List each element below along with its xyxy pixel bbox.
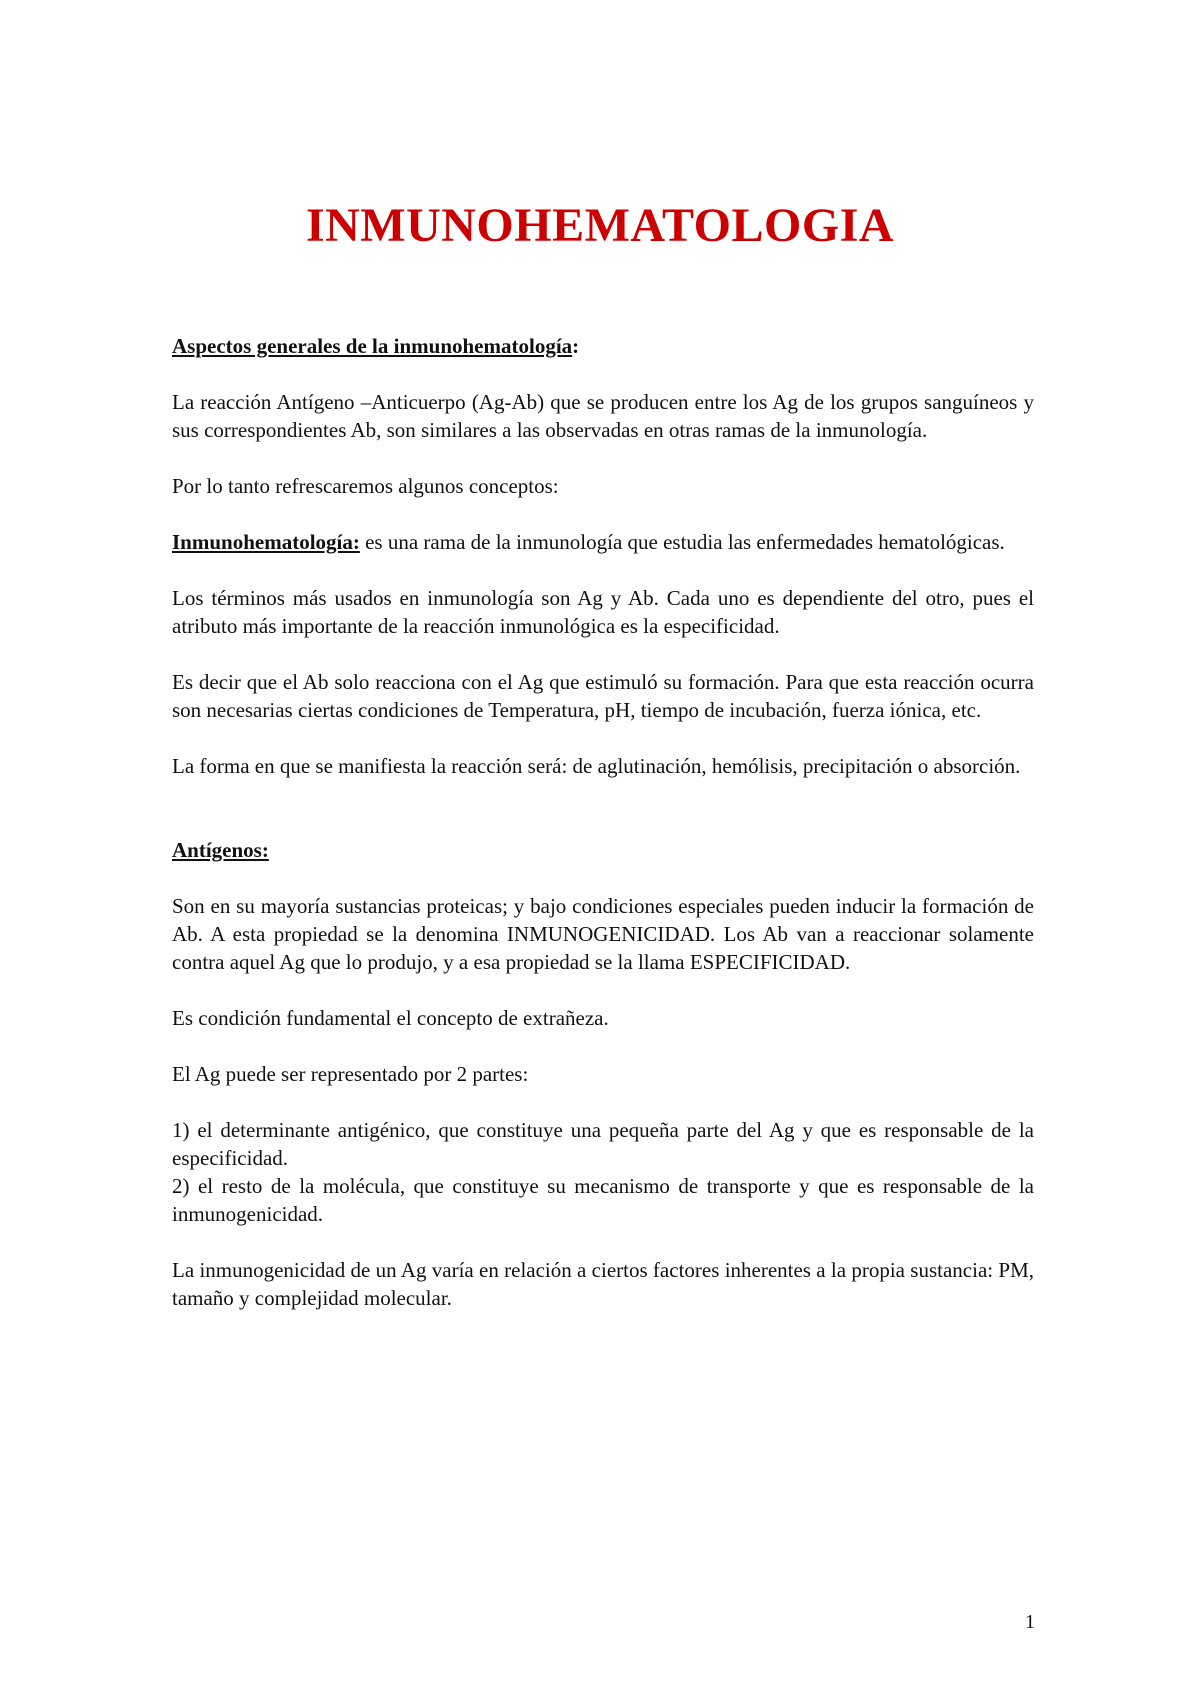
heading-suffix: : [572, 334, 580, 358]
paragraph: Es decir que el Ab solo reacciona con el Ag que estimuló su formación. Para que esta reacción ocurra son necesarias ciertas condiciones de Temperatura, pH, tiempo de incubación, fuerza iónica, etc. [172, 670, 1034, 722]
document-title: INMUNOHEMATOLOGIA [305, 199, 895, 252]
definition-term: Inmunohematología: [172, 530, 360, 554]
list-item: 1) el determinante antigénico, que constituye una pequeña parte del Ag y que es responsable de la especificidad. [172, 1118, 1034, 1170]
paragraph: Por lo tanto refrescaremos algunos conceptos: [172, 474, 559, 498]
paragraph: Es condición fundamental el concepto de extrañeza. [172, 1006, 609, 1030]
paragraph: La inmunogenicidad de un Ag varía en relación a ciertos factores inherentes a la propia sustancia: PM, tamaño y complejidad molecular. [172, 1258, 1034, 1310]
document-body [172, 332, 1034, 1312]
section-heading-antigenos [172, 836, 1034, 864]
heading-text: Aspectos generales de la inmunohematología [172, 334, 573, 358]
list-item: 2) el resto de la molécula, que constituye su mecanismo de transporte y que es responsable de la inmunogenicidad. [172, 1174, 1034, 1226]
paragraph: La reacción Antígeno –Anticuerpo (Ag-Ab) que se producen entre los Ag de los grupos sanguíneos y sus correspondientes Ab, son similares a las observadas en otras ramas de la inmunología. [172, 390, 1034, 442]
heading-text: Antígenos: [172, 838, 269, 862]
definition-text: es una rama de la inmunología que estudia las enfermedades hematológicas. [359, 530, 1005, 554]
paragraph: Son en su mayoría sustancias proteicas; y bajo condiciones especiales pueden inducir la formación de Ab. A esta propiedad se la denomina INMUNOGENICIDAD. Los Ab van a reaccionar solamente contra aquel Ag que lo produjo, y a esa propiedad se la llama ESPECIFICIDAD. [172, 894, 1034, 974]
paragraph: El Ag puede ser representado por 2 partes: [172, 1062, 529, 1086]
paragraph: La forma en que se manifiesta la reacción será: de aglutinación, hemólisis, precipitación o absorción. [172, 754, 1021, 778]
section-heading-aspectos [172, 332, 1034, 360]
definition-paragraph [172, 528, 1034, 556]
page-number: 1 [1025, 1611, 1035, 1633]
paragraph: Los términos más usados en inmunología son Ag y Ab. Cada uno es dependiente del otro, pues el atributo más importante de la reacción inmunológica es la especificidad. [172, 586, 1034, 638]
